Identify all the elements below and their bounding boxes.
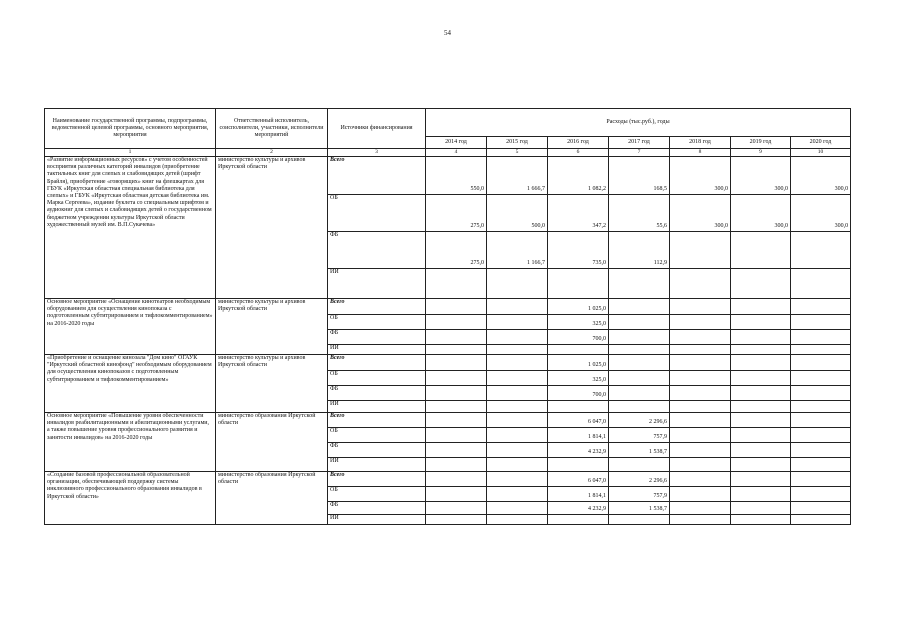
expense-value <box>670 472 731 487</box>
funding-source: ИИ <box>328 345 426 355</box>
expense-value <box>426 345 487 355</box>
expense-value <box>791 315 851 330</box>
expense-value <box>609 315 670 330</box>
measure-name: «Приобретение и оснащение кинозала "Дом кино" ОГАУК "Иркутский областной кинофонд" необходимым оборудованием для осуществления кинопоказов с подготовленным субтитрированием и тифлокомментированием» <box>45 355 216 413</box>
expense-value <box>426 458 487 472</box>
expense-value: 325,0 <box>548 315 609 330</box>
expense-value: 6 047,0 <box>548 413 609 428</box>
expense-value: 550,0 <box>426 157 487 195</box>
expense-value: 1 025,0 <box>548 355 609 371</box>
expense-value <box>670 458 731 472</box>
expense-value <box>670 386 731 401</box>
expense-value <box>426 371 487 386</box>
expense-value <box>670 345 731 355</box>
expense-value <box>791 413 851 428</box>
expense-value <box>609 345 670 355</box>
funding-source: Всего <box>328 472 426 487</box>
expense-value <box>426 269 487 299</box>
expense-value: 275,0 <box>426 232 487 269</box>
expense-value <box>548 269 609 299</box>
expense-value <box>670 299 731 315</box>
expense-value <box>609 458 670 472</box>
expense-value <box>670 515 731 525</box>
executor: министерство культуры и архивов Иркутской области <box>216 157 328 299</box>
column-index: 3 <box>328 149 426 157</box>
header-year: 2019 год <box>731 137 791 149</box>
header-year: 2014 год <box>426 137 487 149</box>
expense-value: 6 047,0 <box>548 472 609 487</box>
expense-value <box>731 355 791 371</box>
expense-value <box>487 413 548 428</box>
column-index: 4 <box>426 149 487 157</box>
measure-name: Основное мероприятие «Оснащение кинотеатров необходимым оборудованием для осуществления кинопоказа с подготовленным субтитрированием и тифлокомментированием» на 2016-2020 годы <box>45 299 216 355</box>
funding-source: ИИ <box>328 269 426 299</box>
expense-value <box>670 428 731 443</box>
executor: министерство культуры и архивов Иркутской области <box>216 355 328 413</box>
expense-value <box>791 330 851 345</box>
expense-value: 1 666,7 <box>487 157 548 195</box>
expense-value <box>426 401 487 413</box>
expense-value: 275,0 <box>426 195 487 232</box>
funding-source: ОБ <box>328 315 426 330</box>
expense-value <box>426 330 487 345</box>
expense-value <box>791 487 851 502</box>
expense-value <box>609 299 670 315</box>
expense-value: 168,5 <box>609 157 670 195</box>
expense-value <box>791 232 851 269</box>
expense-value: 347,2 <box>548 195 609 232</box>
expense-value: 300,0 <box>731 195 791 232</box>
column-index: 1 <box>45 149 216 157</box>
header-year: 2020 год <box>791 137 851 149</box>
expense-value: 325,0 <box>548 371 609 386</box>
expense-value <box>548 345 609 355</box>
expense-value <box>791 345 851 355</box>
funding-source: ОБ <box>328 195 426 232</box>
expense-value <box>731 443 791 458</box>
expense-value <box>426 487 487 502</box>
expense-value <box>487 428 548 443</box>
expense-value <box>791 428 851 443</box>
expense-value <box>426 299 487 315</box>
expense-value <box>426 502 487 515</box>
expense-value <box>426 428 487 443</box>
expense-value <box>791 502 851 515</box>
expense-value <box>791 472 851 487</box>
expense-value: 1 166,7 <box>487 232 548 269</box>
expense-value: 500,0 <box>487 195 548 232</box>
page-number: 54 <box>444 29 451 37</box>
header-sources: Источники финансирования <box>328 109 426 149</box>
funding-source: Всего <box>328 413 426 428</box>
expense-value <box>487 371 548 386</box>
expense-value <box>791 443 851 458</box>
table-row <box>45 413 851 428</box>
expense-value <box>731 315 791 330</box>
expense-value: 700,0 <box>548 330 609 345</box>
expense-value <box>731 345 791 355</box>
measure-name: «Создание базовой профессиональной образовательной организации, обеспечивающей поддержку системы инклюзивного профессионального образования инвалидов в Иркутской области» <box>45 472 216 525</box>
expense-value <box>731 515 791 525</box>
expense-value <box>487 345 548 355</box>
funding-source: ФБ <box>328 232 426 269</box>
expense-value <box>791 371 851 386</box>
expense-value <box>731 487 791 502</box>
expense-value: 2 296,6 <box>609 413 670 428</box>
expense-value <box>670 355 731 371</box>
expense-value: 1 814,1 <box>548 428 609 443</box>
expense-value: 2 296,6 <box>609 472 670 487</box>
table-row <box>45 157 851 195</box>
expense-value <box>609 269 670 299</box>
expense-value: 1 538,7 <box>609 502 670 515</box>
header-year: 2015 год <box>487 137 548 149</box>
expense-value <box>791 355 851 371</box>
expense-value: 4 232,9 <box>548 502 609 515</box>
column-index: 6 <box>548 149 609 157</box>
table-row <box>45 355 851 371</box>
executor: министерство культуры и архивов Иркутской области <box>216 299 328 355</box>
expense-value <box>487 472 548 487</box>
expense-value: 300,0 <box>791 195 851 232</box>
column-index: 8 <box>670 149 731 157</box>
expense-value <box>609 386 670 401</box>
expense-value: 1 082,2 <box>548 157 609 195</box>
expense-value <box>670 502 731 515</box>
expense-value <box>791 401 851 413</box>
expense-value <box>670 269 731 299</box>
expense-value: 300,0 <box>791 157 851 195</box>
funding-source: ИИ <box>328 458 426 472</box>
funding-source: ИИ <box>328 515 426 525</box>
expense-value <box>791 458 851 472</box>
header-year: 2016 год <box>548 137 609 149</box>
column-index: 2 <box>216 149 328 157</box>
expense-value <box>487 515 548 525</box>
funding-source: Всего <box>328 157 426 195</box>
expense-value <box>670 401 731 413</box>
expense-value <box>609 330 670 345</box>
expense-value <box>731 458 791 472</box>
measure-name: «Развитие информационных ресурсов» с учетом особенностей восприятия различных категорий инвалидов (приобретение тактильных книг для слепых и слабовидящих детей (шрифт Брайля), приобретение «говорящих» книг на флешкартах для ГБУК «Иркутская областная специальная библиотека для слепых» и ГБУК «Иркутская областная детская библиотека им. Марка Сергеева», издание буклета со специальным шрифтом и аудиокниг для слепых и слабовидящих детей о государственном бюджетном учреждении культуры Иркутской области художественный музей им. В.П.Сукачева» <box>45 157 216 299</box>
funding-source: ФБ <box>328 386 426 401</box>
expense-value <box>609 355 670 371</box>
expense-value <box>487 269 548 299</box>
expense-value <box>426 386 487 401</box>
expense-value: 1 538,7 <box>609 443 670 458</box>
expense-value: 300,0 <box>670 157 731 195</box>
expense-value <box>426 515 487 525</box>
header-expenses: Расходы (тыс.руб.), годы <box>426 109 851 137</box>
expense-value <box>791 269 851 299</box>
expense-value <box>487 330 548 345</box>
expense-value: 1 025,0 <box>548 299 609 315</box>
expense-value <box>609 401 670 413</box>
expense-value <box>670 330 731 345</box>
expense-value <box>487 386 548 401</box>
expense-value <box>487 487 548 502</box>
expense-value <box>670 232 731 269</box>
expense-value: 112,9 <box>609 232 670 269</box>
expense-value <box>426 413 487 428</box>
funding-source: ФБ <box>328 502 426 515</box>
expense-value <box>791 515 851 525</box>
expense-value: 757,9 <box>609 428 670 443</box>
expense-value <box>487 355 548 371</box>
expense-value <box>731 232 791 269</box>
header-executor: Ответственный исполнитель, соисполнители, участники, исполнители мероприятий <box>216 109 328 149</box>
expense-value <box>487 299 548 315</box>
expense-value <box>487 401 548 413</box>
expense-value: 735,0 <box>548 232 609 269</box>
expense-value <box>426 355 487 371</box>
financing-table <box>44 108 851 525</box>
expense-value <box>731 269 791 299</box>
expense-value <box>426 472 487 487</box>
expense-value <box>731 299 791 315</box>
header-year: 2017 год <box>609 137 670 149</box>
expense-value <box>731 401 791 413</box>
expense-value <box>731 371 791 386</box>
funding-source: ИИ <box>328 401 426 413</box>
expense-value <box>731 330 791 345</box>
funding-source: ОБ <box>328 487 426 502</box>
expense-value <box>731 472 791 487</box>
expense-value <box>731 502 791 515</box>
expense-value <box>548 515 609 525</box>
header-year: 2018 год <box>670 137 731 149</box>
expense-value <box>670 371 731 386</box>
expense-value: 700,0 <box>548 386 609 401</box>
expense-value <box>609 515 670 525</box>
expense-value <box>426 315 487 330</box>
expense-value <box>426 443 487 458</box>
expense-value <box>731 386 791 401</box>
expense-value <box>548 458 609 472</box>
expense-value: 1 814,1 <box>548 487 609 502</box>
expense-value <box>670 487 731 502</box>
funding-source: ФБ <box>328 330 426 345</box>
expense-value: 757,9 <box>609 487 670 502</box>
column-index: 5 <box>487 149 548 157</box>
expense-value <box>487 458 548 472</box>
expense-value <box>791 299 851 315</box>
expense-value: 4 232,9 <box>548 443 609 458</box>
table-row <box>45 472 851 487</box>
measure-name: Основное мероприятие «Повышение уровня обеспеченности инвалидов реабилитационными и абилитационными услугами, а также повышение уровня профессионального развития и занятости инвалидов» на 2016-2020 годы <box>45 413 216 472</box>
header-name: Наименование государственной программы, подпрограммы, ведомственной целевой программы, основного мероприятия, мероприятия <box>45 109 216 149</box>
executor: министерство образования Иркутской области <box>216 413 328 472</box>
funding-source: ОБ <box>328 428 426 443</box>
expense-value <box>670 315 731 330</box>
expense-value <box>731 413 791 428</box>
expense-value <box>670 413 731 428</box>
expense-value: 55,6 <box>609 195 670 232</box>
column-index: 7 <box>609 149 670 157</box>
expense-value: 300,0 <box>670 195 731 232</box>
table-row <box>45 299 851 315</box>
expense-value <box>548 401 609 413</box>
expense-value <box>487 502 548 515</box>
expense-value <box>791 386 851 401</box>
expense-value <box>731 428 791 443</box>
column-index: 9 <box>731 149 791 157</box>
funding-source: ОБ <box>328 371 426 386</box>
column-index: 10 <box>791 149 851 157</box>
funding-source: Всего <box>328 299 426 315</box>
expense-value <box>670 443 731 458</box>
expense-value: 300,0 <box>731 157 791 195</box>
expense-value <box>609 371 670 386</box>
funding-source: Всего <box>328 355 426 371</box>
executor: министерство образования Иркутской области <box>216 472 328 525</box>
funding-source: ФБ <box>328 443 426 458</box>
expense-value <box>487 443 548 458</box>
expense-value <box>487 315 548 330</box>
